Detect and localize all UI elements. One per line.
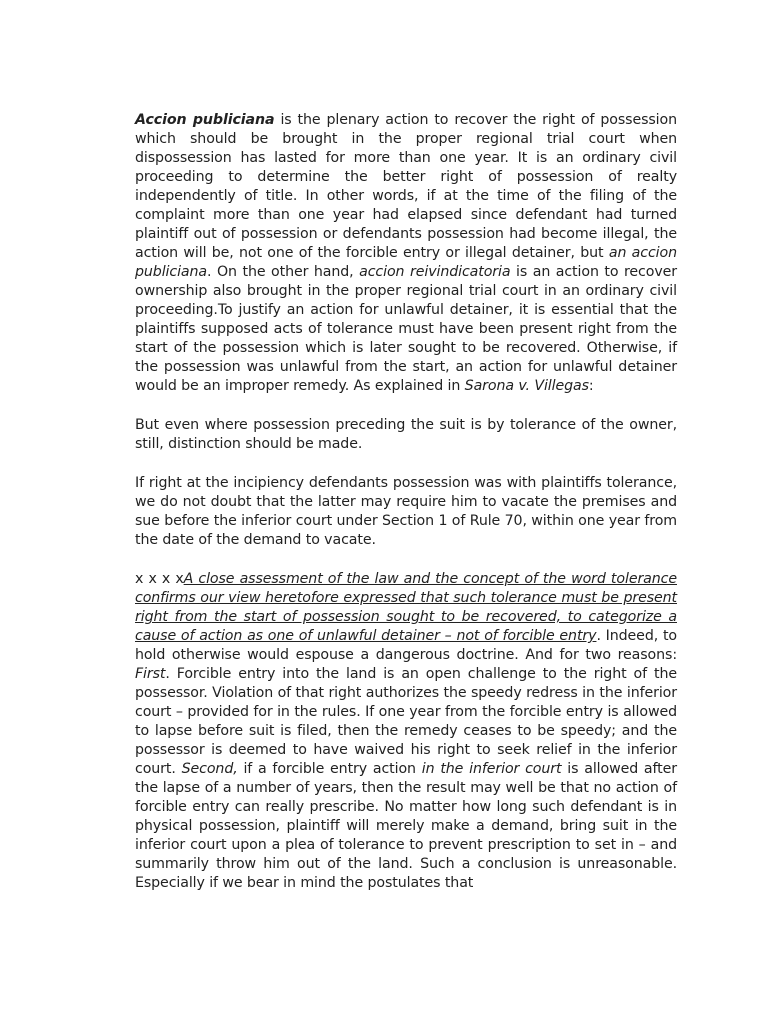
italic-first: First (135, 666, 166, 682)
italic-second: Second, (181, 761, 238, 777)
ellipsis-marker: x x x x (135, 571, 184, 587)
text-run: is the plenary action to recover the right of possession which should be brought in the proper regional trial court when dispossession has lasted for more than one year. It is an ordinary civil proceeding to determine the better right of possession of realty independently of title. In other words, if at the time of the filing of the complaint more than one year had elapsed since defendant had turned plaintiff out of possession or defendants possession had become illegal, the action will be, not one of the forcible entry or illegal detainer, but (135, 112, 677, 261)
term-accion-reivindicatoria: accion reivindicatoria (359, 264, 511, 280)
document-page (135, 111, 677, 893)
paragraph-close-assessment (135, 570, 677, 893)
text-run: . On the other hand, (207, 264, 360, 280)
paragraph-accion-publiciana (135, 111, 677, 396)
term-accion-publiciana: Accion publiciana (135, 112, 275, 128)
italic-inferior-court: in the inferior court (421, 761, 562, 777)
italic-run: an accion publiciana (135, 245, 677, 280)
text-run: . Forcible entry into the land is an open challenge to the right of the possessor. Violation of that right authorizes the speedy redress in the inferior court – provided for in the rules. If one year from the forcible entry is allowed to lapse before suit is filed, then the remedy ceases to be speedy; and the possessor is deemed to have waived his right to seek relief in the inferior court. (135, 666, 677, 777)
text-run: is allowed after the lapse of a number of years, then the result may well be that no action of forcible entry can really prescribe. No matter how long such defendant is in physical possession, plaintiff will merely make a demand, bring suit in the inferior court upon a plea of tolerance to prevent prescription to set in – and summarily throw him out of the land. Such a conclusion is unreasonable. Especially if we bear in mind the postulates that (135, 761, 677, 891)
text-run: : (588, 378, 594, 394)
underlined-quote: A close assessment of the law and the concept of the word tolerance confirms our view heretofore expressed that such tolerance must be present right from the start of possession sought to be recovered, to categorize a cause of action as one of unlawful detainer – not of forcible entry (135, 571, 677, 644)
case-citation: Sarona v. Villegas (464, 378, 589, 394)
paragraph-distinction: But even where possession preceding the suit is by tolerance of the owner, still, distinction should be made. (135, 417, 677, 452)
text-run: is an action to recover ownership also brought in the proper regional trial court in an ordinary civil proceeding.To justify an action for unlawful detainer, it is essential that the plaintiffs supposed acts of tolerance must have been present right from the start of the possession which is later sought to be recovered. Otherwise, if the possession was unlawful from the start, an action for unlawful detainer would be an improper remedy. As explained in (135, 264, 677, 394)
paragraph-incipiency: If right at the incipiency defendants possession was with plaintiffs tolerance, we do not doubt that the latter may require him to vacate the premises and sue before the inferior court under Section 1 of Rule 70, within one year from the date of the demand to vacate. (135, 475, 677, 548)
text-run: . Indeed, to hold otherwise would espouse a dangerous doctrine. And for two reasons: (135, 628, 677, 663)
text-run: if a forcible entry action (237, 761, 422, 777)
